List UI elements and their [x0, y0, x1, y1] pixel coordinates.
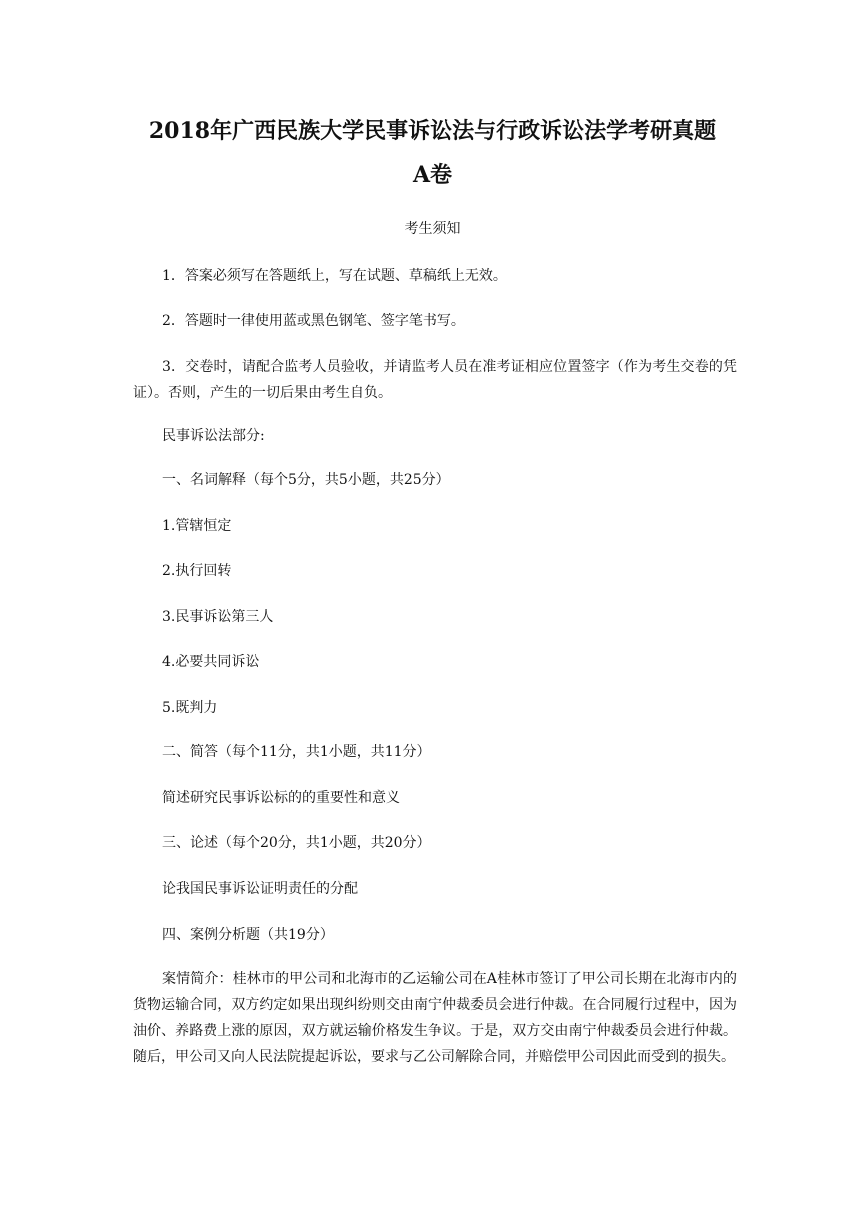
part3-question: 论我国民事诉讼证明责任的分配 [162, 881, 358, 897]
document-title: 2018年广西民族大学民事诉讼法与行政诉讼法学考研真题 [148, 118, 717, 144]
term-3: 3.民事诉讼第三人 [162, 609, 274, 625]
term-1: 1.管辖恒定 [162, 518, 232, 534]
part2-question: 简述研究民事诉讼标的的重要性和意义 [162, 790, 400, 806]
section-civil-heading: 民事诉讼法部分: [162, 428, 265, 444]
notice-heading: 考生须知 [404, 221, 461, 237]
term-5: 5.既判力 [162, 700, 218, 716]
notice-item-1: 1．答案必须写在答题纸上，写在试题、草稿纸上无效。 [162, 268, 507, 284]
part3-heading: 三、论述（每个20分，共1小题，共20分） [162, 835, 431, 851]
part2-heading: 二、简答（每个11分，共1小题，共11分） [162, 744, 431, 760]
term-4: 4.必要共同诉讼 [162, 654, 260, 670]
notice-item-2: 2．答题时一律使用蓝或黑色钢笔、签字笔书写。 [162, 313, 465, 329]
document-subtitle: A卷 [412, 162, 453, 188]
part4-heading: 四、案例分析题（共19分） [162, 927, 334, 943]
case-description: 案情简介：桂林市的甲公司和北海市的乙运输公司在A桂林市签订了甲公司长期在北海市内的货物运输合同，双方约定如果出现纠纷则交由南宁仲裁委员会进行仲裁。在合同履行过程中，因为油价、养路费上涨的原因，双方就运输价格发生争议。于是，双方交由南宁仲裁委员会进行仲裁。随后，甲公司又向人民法院提起诉讼，要求与乙公司解除合同，并赔偿甲公司因此而受到的损失。 [133, 971, 737, 1065]
part1-heading: 一、名词解释（每个5分，共5小题，共25分） [162, 472, 450, 488]
notice-item-3: 3．交卷时，请配合监考人员验收，并请监考人员在准考证相应位置签字（作为考生交卷的凭证）。否则，产生的一切后果由考生自负。 [133, 359, 737, 401]
term-2: 2.执行回转 [162, 563, 232, 579]
